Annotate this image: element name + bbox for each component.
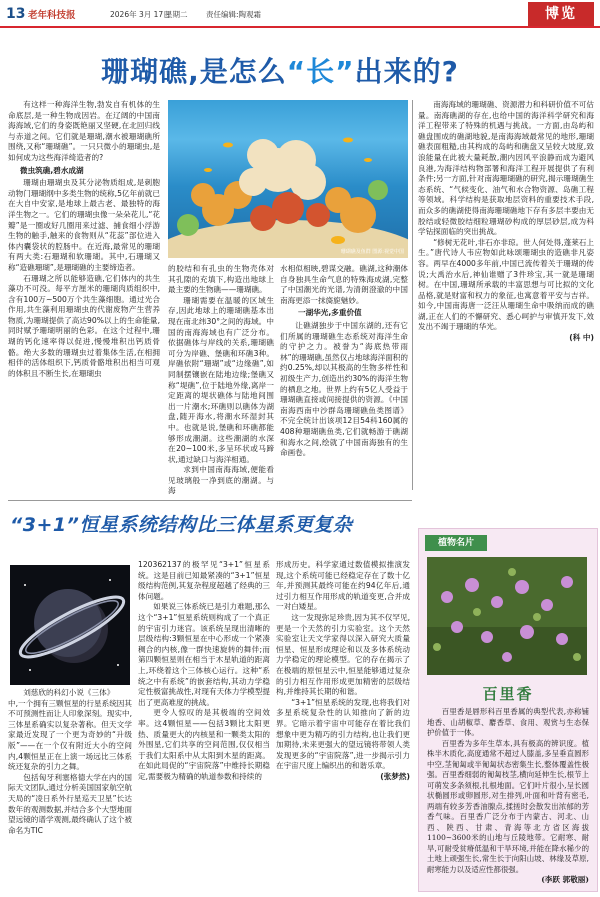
coral-body-2: 石珊瑚之所以能够造礁,它们体内的共生藻功不可没。每平方厘米的珊瑚肉质组织中,含有100万~500万个共生藻细胞。通过光合作用,共生藻利用珊瑚虫的代谢废物产生营养物质,为珊瑚提供了高达90%以上的生命能量,同时赋予珊瑚明丽的色彩。在这个过程中,珊瑚的钙化速率得以促进,慢慢堆积出钙质骨骼。绝大多数的珊瑚虫过着集体生活,在相拥相伴的活体组织下,钙质骨骼堆积出相当可观的体积且不断生长,在珊瑚虫 [8,273,160,378]
article-title-star: “3+1”恒星系统结构比三体星系更复杂 [10,514,353,536]
plant-name: 百里香 [482,685,534,703]
thyme-photo [427,557,587,675]
editor-credit: 责任编辑:陶观霜 [206,10,262,19]
ringed-planet-art [10,565,130,685]
coral-body-7: 让礁湖独步于中国东湖的,还有它们所属的珊瑚礁生态系统对海洋生命的守护之力。被誉为“海底热带雨林”的珊瑚礁,虽然仅占地球海洋面积的约0.25%,却以其极高的生物多样性和初级生产力,创造出约30%的海洋生物的栖息之地。世界上约有5亿人受益于珊瑚礁直接或间接提供的资源。《中国南海西南中沙群岛珊瑚礁鱼类图谱》不完全统计出该项12目54科160属的408种珊瑚礁鱼类,它们就畅游于礁湖和海水之间,绘就了中国南海独有的生命画卷。 [280,320,408,458]
star-body-6: 形成历史。科学家通过数值模拟推演发现,这个系统可能已经稳定存在了数十亿年,并预测其最终可能在约94亿年后,通过引力相互作用形成的轨道变更,合并成一对白矮星。 [276,560,410,612]
coral-column-3 [280,264,408,459]
coral-body-6: 水相似相映,碧谋交融。礁湖,这种潮体自身独具生命气息的特殊海成湖,完整了中国潮光的光谱,为清朗澄澈的中国南海更添一抹旖旎魅妙。 [280,264,408,305]
star-caption: 刘慈欣的科幻小说《三体》 [23,688,115,697]
plant-description [427,707,589,886]
issue-weekday: 星期二 [165,10,188,19]
plant-card-tag: 植物名片 [425,535,487,551]
coral-subhead-2: 一湖华光,多重价值 [298,308,362,318]
star-body-8: “3+1”恒星系统的发现,也将我们对多星系统复杂性的认知推向了新的边界。它暗示着宇宙中可能存在着比我们想象中更为精巧的引力结构,也让我们更加期待,未来更强大的望远镜将带领人类发现更多的“宇宙院落”,进一步揭示引力在宇宙尺度上编织出的和谐乐章。 [276,697,410,771]
title-part-b: 出来的? [354,55,459,88]
coral-body-4: 珊瑚需要在温暖的区域生存,因此地球上的珊瑚礁基本出现在南北纬30°之间的海域。中国的南海海域也有广泛分布。依据礁体与岸线的关系,珊瑚礁可分为岸礁、堡礁和环礁3种。岸礁依附“珊瑚”或“边缘礁”,如同制摆镶嵌在陆地边缘;堡礁又称“堤礁”,位于陆地外缘,离岸一定距离的堤状礁体与陆地间围出一片潮水;环礁则以礁体为湖盘,随开海水,将潮水环湿封其中。也就是说,堡礁和环礁都能够形成潮湖。这些潮湖的水深在20~100米,多呈环状或马蹄状,通过缺口与海洋相通。 [168,295,274,464]
page-header [0,0,600,28]
star-body-4: 如果说三体系统已是引力难题,那么这个“3+1”恒星系统则构成了一个真正的宇宙引力迷宫。该系统呈现出清晰的层级结构:3颗恒星在中心形成一个紧凑稠合的内核,像一群快速旋转的舞伴;而第四颗恒星则在相当于木星轨道的距离上,环绕着这个三体核心运行。这种“系统之中有系统”的嵌套结构,其动力学稳定性极富挑战性,对现有天体力学模型提出了更高难度的挑战。 [138,602,270,707]
coral-column-4 [418,100,594,344]
planet-illustration [10,565,130,685]
coral-photo-caption: 珊瑚礁及鱼群 图源:视觉中国 [340,249,404,255]
page-number: 13 [6,6,26,22]
star-column-3 [276,560,410,782]
coral-subhead-1: 微虫筑礁,碧水成湖 [20,165,84,175]
plant-text-2: 百里香为多年生草本,具有极高的辨识度。植株半木质化,高度通常不超过人膝盖,多呈垂直圆形中空,茎匍匐或半匍匐状态密集生长,整体覆盖性极强。百里香细弱的匍匐枝茎,横向延伸生长,根节上可萌发多条须根,扎根地面。它们叶片很小,呈长圆状椭圆形或卵圆形,对生排列,叶面和叶背有密毛,两端有较多芳香油腺点,揉搓时会散发出浓郁的芳香气味。百里香广泛分布于内蒙古、河北、山西、陕西、甘肃、青海等北方省区海拔1100~3600米的山地与丘陵地带。它耐寒、耐旱,可耐受贫瘠低温和干旱环境,并能在降水稀少的土地上顽强生长,常生长于向阳山坡、林缘及草原,耐寒能力以及适应性都很强。 [427,738,589,874]
thyme-flowers-art [427,557,587,675]
star-body-2: 包括匈牙利塞格德大学在内的国际天文团队,通过分析美国国家航空航天局的“凌日系外行星巡天卫星”长达数年的观测数据,并结合多个大型地面望远镜的谱学观测,最终确认了这个被命名为TIC [8,772,132,835]
title-part-quote: “长” [286,55,355,88]
coral-intro: 有这样一种海洋生物,勃发自有机体的生命底层,是一种生物成因岩。在辽阔的中国南海海域,它们的身姿既艳丽又坚硬,在北回归线与赤道之间。它们就是珊瑚,潮水被珊瑚礁所围绕,又称“珊瑚礁”。一只只微小的珊瑚虫,是如何成为这些海洋绮造者的? [8,100,160,162]
star-body-3: 120362137的极罕见“3+1”恒星系统。这是目前已知最紧凑的“3+1”恒星级结构范例,其复杂程度超越了经典的三体问题。 [138,560,270,601]
section-badge: 博览 [528,2,594,26]
star-column-1 [8,688,132,836]
section-divider [8,500,412,501]
star-author: (张梦然) [380,771,410,781]
star-body-7: 这一发现弥足珍贵,因为其不仅罕见,更是一个天然的引力实验室。这个天然实验室让天文学家得以深入研究大质量恒星、恒星形成理论和以及多体系统动力学稳定的理论模型。它的存在揭示了在极端的原恒星云中,恒星能够通过复杂的引力相互作用形成更加精密的层级结构,并维持其长期的和谐。 [276,612,410,697]
coral-body-3: 的胶结和有孔虫的生物壳体对其孔隙的充填下,构造出地球上最主要的生物礁——珊瑚礁。 [168,264,274,295]
coral-illustration [168,100,408,258]
title-part-a: 珊瑚礁,是怎么 [101,55,287,88]
coral-body-5: 求到中国南海海域,便能看见玻璃般一净到底的潮湖。与海 [168,465,274,496]
plant-text-1: 百里香是唇形科百里香属的典型代表,亦称铺地香、山胡椒草、麝香草、食用、观赏与生态保护价值于一体。 [427,707,589,737]
header-rule [0,26,600,28]
coral-column-1 [8,100,160,379]
coral-column-2 [168,264,274,497]
coral-author: (科 中) [569,333,594,343]
plant-author: (李跃 郭敬丽) [541,875,589,884]
issue-date: 2026年 3月 17日 [110,10,171,19]
coral-reef-photo [168,100,408,258]
coral-body-1: 珊瑚由珊瑚虫及其分泌物质组成,是刺胞动物门珊瑚纲中多类生物的统称,5亿年前就已在大自中安家,是地球上最古老、最独特的海洋生物之一。它们的珊瑚虫像一朵朵花儿,“花瓣”是一圈或好几圈用来过滤、捕食细小浮游生物的触手,触来的食物则从“花蕊”部位进入体内囊袋状的腔肠中。在近海,最常见的珊瑚有两大类:石珊瑚和软珊瑚。其中,石珊瑚又称“造礁珊瑚”,是珊瑚礁的主要缔造者。 [8,178,160,272]
newspaper-logo: 老年科技报 [28,10,76,21]
column-divider [412,100,413,490]
star-body-5: 更令人惊叹的是其极端的空间效率。这4颗恒星——包括3颗比太阳更热、质量更大的内核星和一颗类太阳的外围星,它们共享的空间范围,仅仅相当于我们太阳系中从太阳到木星的距离。在如此局促的“宇宙院落”中维持长期稳定,需要极为精确的轨道参数和持续的 [138,708,270,781]
star-body-1: 中,一个拥有三颗恒星的行星系统因其不可预测性而让人印象深刻。现实中,三体星系确实以复杂著称。但天文学家最近发现了一个更为奇妙的“升级版”——在一个仅有附近大小的空间内,4颗恒星正在上演一场远比三体系统还复杂的引力之舞。 [8,698,132,772]
star-column-2 [138,560,270,782]
article-title-coral [60,50,500,90]
coral-body-9: “修树无花叶,非石亦非琼。世人何处得,蓬莱石上生。”唐代诗人韦应物如此咏颂珊瑚虫的造礁非凡姿容。两早在4000多年前,中国已流传着关于珊瑚的传说;大禹治水后,神仙谁赠了3件珍宝,其一就是珊瑚树。在中国,珊瑚所承载的丰富思想与可比拟的文化品格,就是财富和权力的象征,也寓意着平安与吉祥。如今,中国南海唐一泛汪从珊瑚生命中吸纳而成的礁湖,正在人们的不懈研究、悉心呵护与审慎开发下,效发出不竭于珊瑚的华光。 [418,237,594,332]
plant-card [418,528,598,892]
coral-body-8: 南海海域的珊瑚礁、资源潜力和科研价值不可估量。南海礁湖的存在,也给中国的海洋科学研究和海洋工程带来了特殊的机遇与挑战。一方面,由岛屿和礁盘围成的礁湖地貌,是南海海域最常见的地形,珊瑚礁表面粗糙,由其构成的岛屿和礁盘又呈较大坡度,致浪能量在此被大量耗散,潮内因风平浪静而成为避风良港,为海洋结构物部署和海洋工程开展提供了有利条件;另一方面,针对南海珊瑚礁的研究,揭示珊瑚礁生态系统、“气候变化、油气和水合物资源、岛礁工程等领域。科学结构是获取地层资料的重要技术手段,而众多的礁湖使得南海珊瑚礁地下存有多层丰要由无胶结或轻微胶结细粒珊瑚砂构成的厚层砂层,成为科学钻探面临的突出挑战。 [418,100,594,237]
